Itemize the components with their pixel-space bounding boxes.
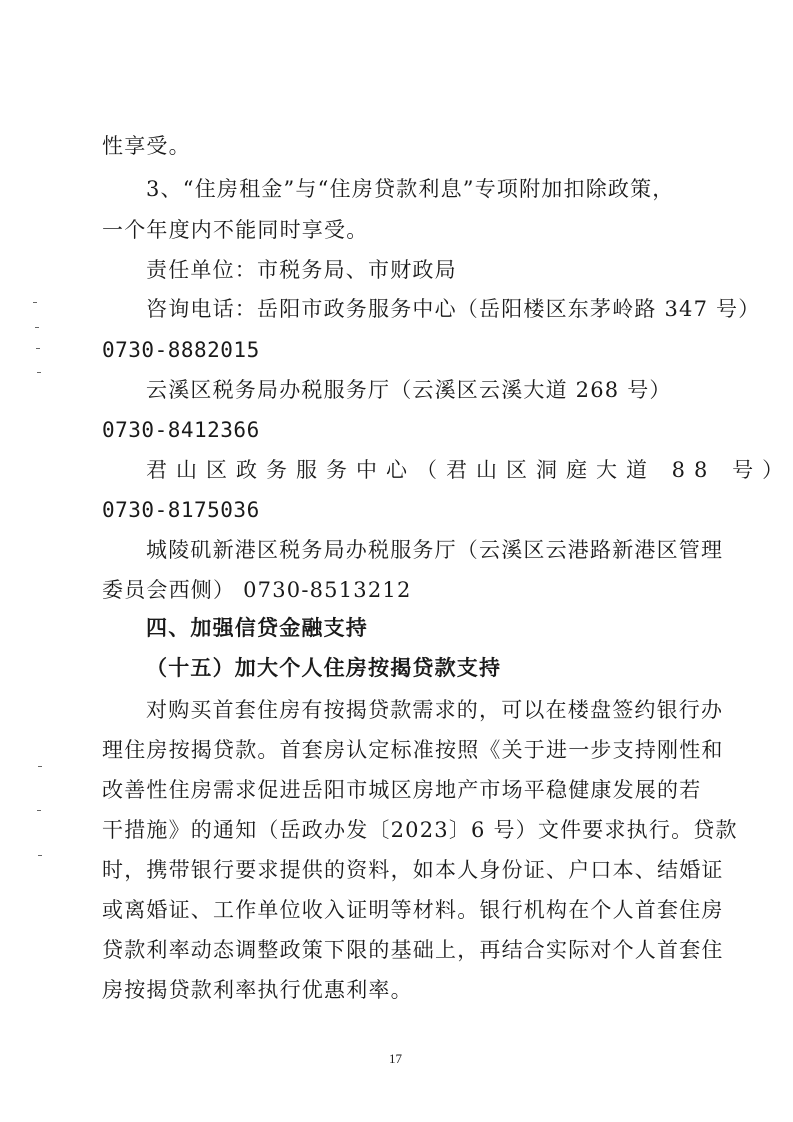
phone-line-3: 0730-8175036: [102, 498, 260, 522]
margin-mark: [37, 810, 41, 811]
text-line-4: 责任单位：市税务局、市财政局: [146, 258, 457, 282]
text-line-11: 城陵矶新港区税务局办税服务厅（云溪区云港路新港区管理: [146, 538, 724, 562]
text-line-2: 3、“住房租金”与“住房贷款利息”专项附加扣除政策，: [146, 177, 675, 201]
text-line-3: 一个年度内不能同时享受。: [102, 218, 369, 242]
margin-mark: [38, 855, 42, 856]
text-line-9: 君山区政务服务中心（君山区洞庭大道 88 号）: [146, 458, 793, 482]
text-line-7: 云溪区税务局办税服务厅（云溪区云溪大道 268 号）: [146, 378, 672, 402]
text-line-18: 干措施》的通知（岳政办发〔2023〕6 号）文件要求执行。贷款: [102, 818, 738, 842]
text-line-17: 改善性住房需求促进岳阳市城区房地产市场平稳健康发展的若: [102, 778, 702, 802]
section-heading: 四、加强信贷金融支持: [146, 615, 368, 640]
phone-line-1: 0730-8882015: [102, 338, 260, 362]
margin-mark: [38, 766, 42, 767]
subsection-heading: （十五）加大个人住房按揭贷款支持: [146, 655, 502, 680]
margin-mark: [37, 372, 41, 373]
margin-mark: [36, 348, 40, 349]
margin-mark: [35, 327, 39, 328]
page-number: 17: [389, 1051, 402, 1066]
text-line-22: 房按揭贷款利率执行优惠利率。: [102, 978, 413, 1002]
margin-mark: [33, 302, 37, 303]
text-line-12: 委员会西侧） 0730-8513212: [102, 578, 412, 602]
phone-line-2: 0730-8412366: [102, 418, 260, 442]
text-line-5: 咨询电话：岳阳市政务服务中心（岳阳楼区东茅岭路 347 号）: [146, 297, 761, 321]
text-line-20: 或离婚证、工作单位收入证明等材料。银行机构在个人首套住房: [102, 898, 724, 922]
text-line-21: 贷款利率动态调整政策下限的基础上，再结合实际对个人首套住: [102, 938, 724, 962]
text-line-19: 时，携带银行要求提供的资料，如本人身份证、户口本、结婚证: [102, 858, 724, 882]
text-line-15: 对购买首套住房有按揭贷款需求的，可以在楼盘签约银行办: [146, 698, 724, 722]
text-line-16: 理住房按揭贷款。首套房认定标准按照《关于进一步支持刚性和: [102, 738, 724, 762]
text-line-1: 性享受。: [102, 134, 191, 158]
